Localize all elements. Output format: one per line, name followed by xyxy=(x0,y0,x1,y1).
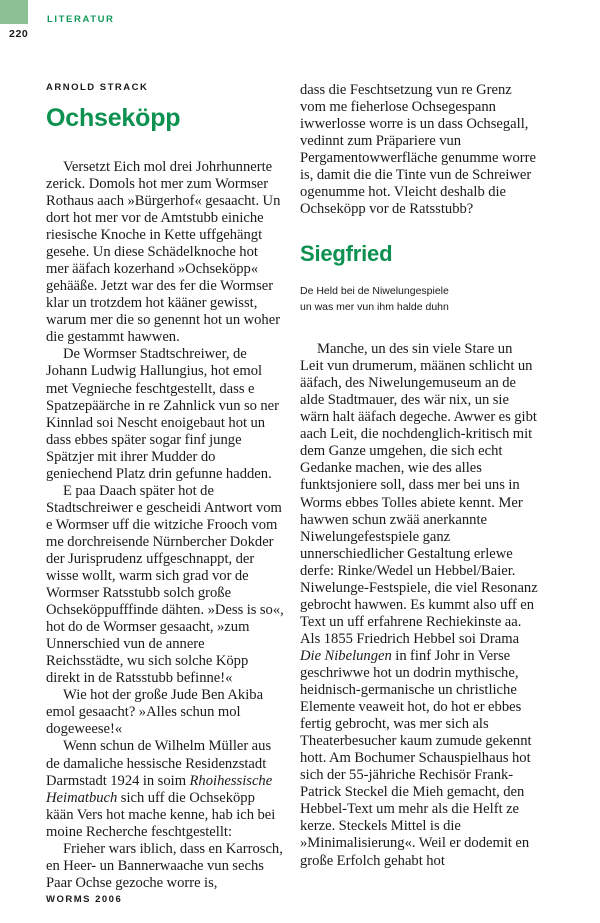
article-title: Ochseköpp xyxy=(46,104,181,133)
paragraph: De Wormser Stadtschreiwer, de Johann Ludwig Hallungius, hot emol met Vegnieche feschtgestellt, dass e Spatzepäärche in re Zahnlick vun so ner Kinnlad soi Nescht enoigebaut hot un dass ebbes später sogar finf junge Spätzjer mit ihrer Mudder do geniechend Platz drin gefunne hadden. xyxy=(46,346,280,482)
paragraph: E paa Daach später hot de Stadtschreiwer e gescheidi Antwort vom e Wormser uff die witziche Frooch vom me dorchreisende Nürnbercher Dokder der Jurisprudenz uffgeschnappt, der wisse wollt, warm sich grad vor de Wormser Ratsstubb solch große Ochseköppufffinde dähten. »Dess is so«, hot do de Wormser gesaacht, »zum Unnerschied vun de annere Reichsstädte, wu sich solche Köpp direkt in de Ratsstubb befinne!« xyxy=(46,482,284,687)
book-title-italic: Rhoihessische Heimatbuch xyxy=(46,772,273,806)
paragraph-with-italic-title xyxy=(300,341,538,869)
page-footer: WORMS 2006 xyxy=(46,894,123,905)
section-title: Siegfried xyxy=(300,241,393,267)
author-byline: ARNOLD STRACK xyxy=(46,82,149,93)
paragraph-text-before: Wenn schun de Wilhelm Müller aus de damaliche hessische Residenzstadt Darmstadt 1924 in soim xyxy=(46,738,272,789)
running-head-section: LITERATUR xyxy=(47,14,115,25)
decorative-green-block xyxy=(0,0,28,24)
paragraph-text-before: Manche, un des sin viele Stare un Leit vun drumerum, määnen schlicht un ääfach, des Niwelungemuseum an de alde Stadtmauer, des wär nix, un sie wärn halt ääfach degeche. Awwer es gibt aach Leit, die nochdenglich-kritisch mit dem Ganze umgehen, die sich echt Gedanke machen, wie des alles funktsjoniere soll, dass mer bei uns in Worms ebbes Tolles abiete kennt. Mer hawwen schun zwää anerkannte Niwelungefestspiele ganz unnerschiedlicher Gestaltung erlewe derfe: Rinke/Wedel un Hebbel/Baier. Niwelunge-Festspiele, die viel Resonanz gebrocht hawwen. Es kummt also uff en Text un uff erfahrene Rechiekinste aa. Als 1855 Friedrich Hebbel soi Drama xyxy=(300,341,538,647)
paragraph: Wie hot der große Jude Ben Akiba emol gesaacht? »Alles schun mol dogeweese!« xyxy=(46,687,264,738)
left-column xyxy=(46,82,284,892)
paragraph-with-italic-title xyxy=(46,738,284,840)
paragraph-text-after: in finf Johr in Verse geschriwwe hot un dodrin mythische, heidnisch-germanische un christliche Elemente veaweit hot, do hot er ebbes fertig gebrocht, was mer sich als Theaterbesucher kaum zumude gekennt hott. Am Bochumer Schauspielhaus hot sich der 55-jähriche Rechisör Frank-Patrick Steckel die Mieh gemacht, den Hebbel-Text um mehr als die Helft ze kerze. Steckels Mittel is die »Minimalisierung«. Weil er dodemit en große Erfolch gehabt hot xyxy=(300,647,532,869)
section-deck xyxy=(300,283,538,316)
section-spacer xyxy=(300,218,538,242)
drama-title-italic: Die Nibelungen xyxy=(300,647,392,664)
paragraph: Frieher wars iblich, dass en Karrosch, en Heer- un Bannerwaache vun sechs Paar Ochse gezoche worre is, xyxy=(46,840,283,891)
deck-line-2: un was mer vun ihm halde duhn xyxy=(300,300,449,313)
paragraph-text-after: sich uff die Ochseköpp kään Vers hot mache kenne, hab ich bei moine Recherche feschtgestellt: xyxy=(46,789,276,840)
right-column xyxy=(300,82,538,870)
paragraph: Versetzt Eich mol drei Johrhunnerte zerick. Domols hot mer zum Wormser Rothaus aach »Bürgerhof« gesaacht. Un dort hot mer vor de Amtstubb einiche riesische Knoche in Kette uffgehängt gesehe. Un diese Schädelknoche hot mer ääfach kozerhand »Ochseköpp« gehääße. Jetzt war des fer die Wormser klar un trotzdem hot kääner gewisst, warum mer die so genennt hot un woher die gestammt hawwen. xyxy=(46,158,281,346)
deck-line-1: De Held bei de Niwelungespiele xyxy=(300,284,449,297)
page-number: 220 xyxy=(9,28,29,40)
paragraph-continuation: dass die Feschtsetzung vun re Grenz vom me fieherlose Ochsegespann iwwerlosse worre is un dass Ochsegall, vedinnt zum Präpariere vun Pergamentowwerfläche genumme worre is, damit die die Tinte vun de Schreiwer ogenumme hot. Vleicht deshalb die Ochseköpp vor de Ratsstubb? xyxy=(300,82,536,218)
